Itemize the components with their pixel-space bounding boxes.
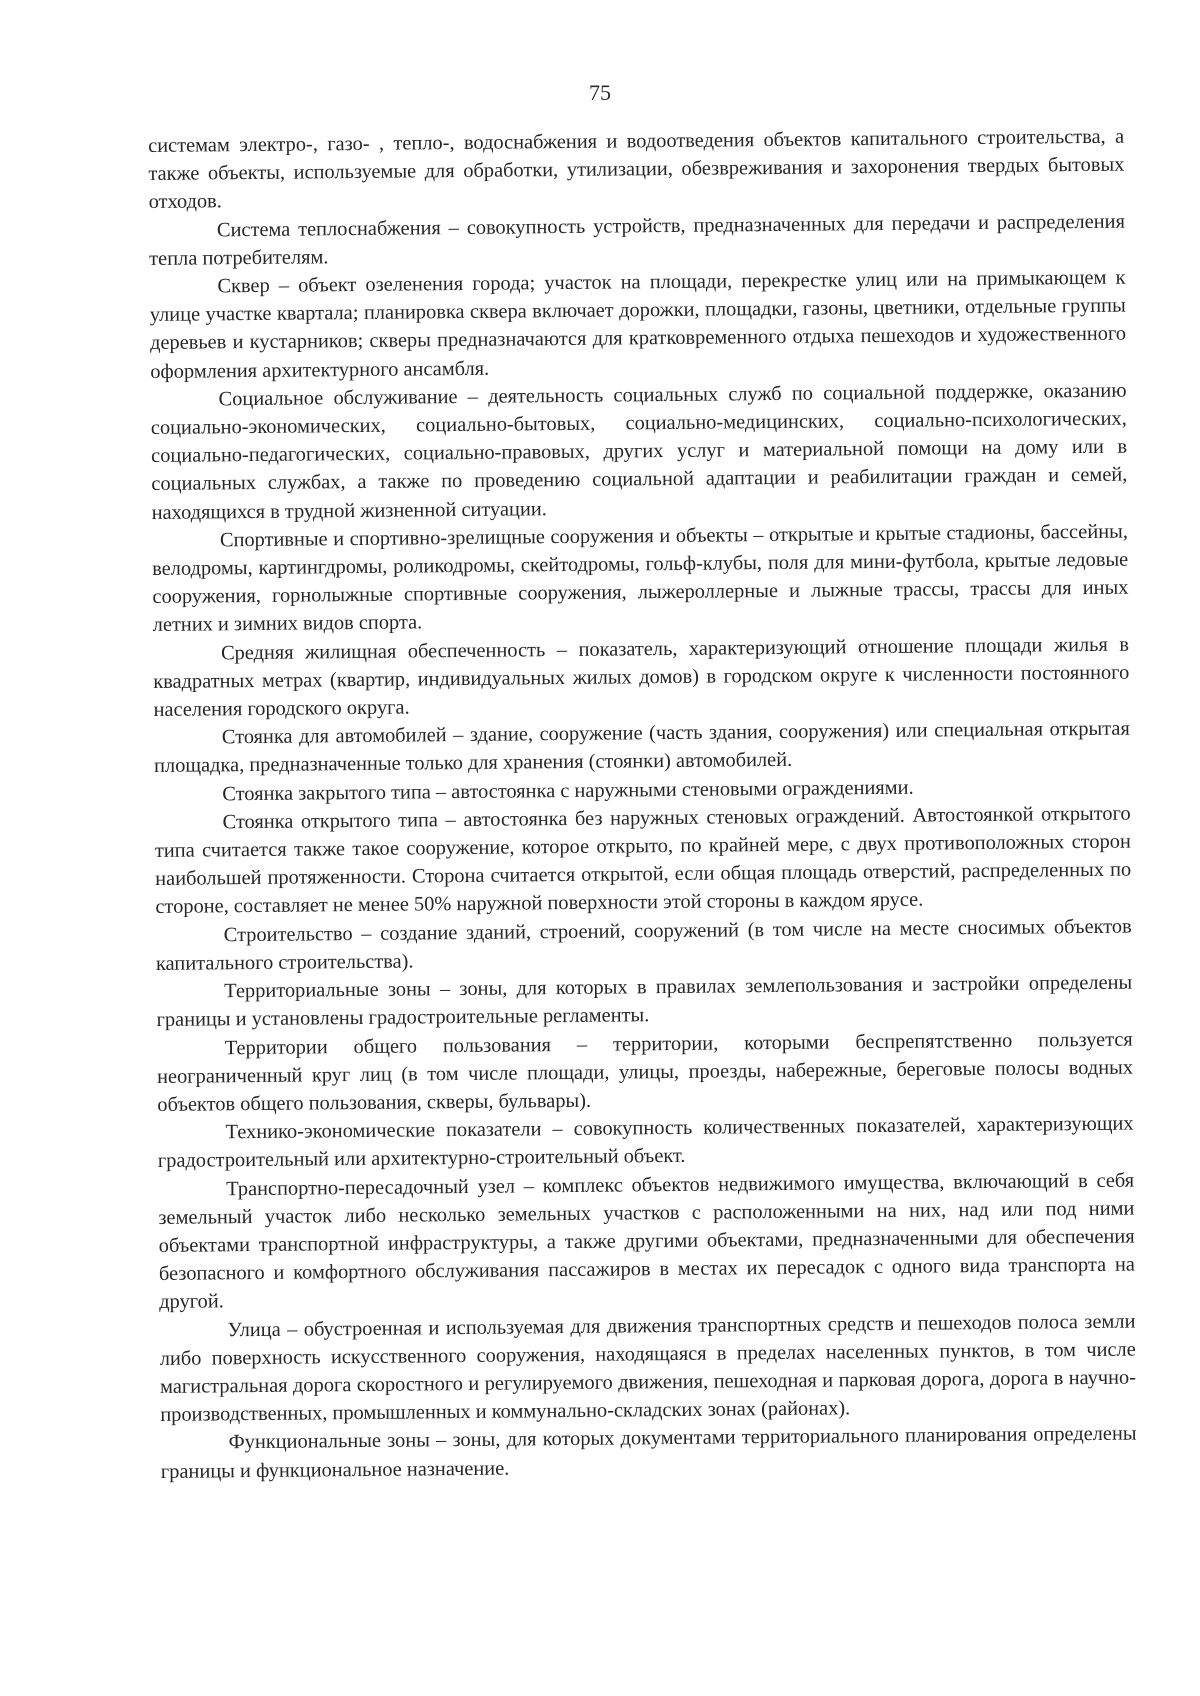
paragraph-technical-indicators: Технико-экономические показатели – совокупность количественных показателей, характеризующих градостроительный или архитектурно-строительный объект. [157, 1112, 1134, 1173]
document-body [148, 123, 1137, 1486]
paragraph-sports-facilities: Спортивные и спортивно-зрелищные сооружения и объекты – открытые и крытые стадионы, бассейны, велодромы, картингдромы, роликодромы, скейтодромы, гольф-клубы, поля для мини-футбола, крытые ледовые сооружения, горнолыжные спортивные сооружения, лыжероллерные и лыжные трассы, трассы для иных летних и зимних видов спорта. [152, 520, 1129, 637]
paragraph-functional-zones: Функциональные зоны – зоны, для которых документами территориального планирования определены границы и функциональное назначение. [160, 1422, 1137, 1483]
paragraph-car-parking: Стоянка для автомобилей – здание, сооружение (часть здания, сооружения) или специальная открытая площадка, предназначенные только для хранения (стоянки) автомобилей. [153, 717, 1130, 778]
paragraph-social-service: Социальное обслуживание – деятельность социальных служб по социальной поддержке, оказанию социально-экономических, социально-бытовых, социально-медицинских, социально-психологических, социально-педагогических, социально-правовых, других услуг и материальной помощи на дому или в социальных службах, а также по проведению социальной адаптации и реабилитации граждан и семей, находящихся в трудной жизненной ситуации. [150, 379, 1128, 524]
paragraph-transport-hub: Транспортно-пересадочный узел – комплекс объектов недвижимого имущества, включающий в себя земельный участок либо несколько земельных участков с расположенными на них, над или под ними объектами транспортной инфраструктуры, а также другими объектами, предназначенными для обеспечения безопасного и комфортного обслуживания пассажиров в местах их пересадок с одного вида транспорта на другой. [158, 1169, 1136, 1314]
paragraph-street: Улица – обустроенная и используемая для движения транспортных средств и пешеходов полоса земли либо поверхность искусственного сооружения, находящаяся в пределах населенных пунктов, в том числе магистральная дорога скоростного и регулируемого движения, пешеходная и парковая дорога, дорога в научно-производственных, промышленных и коммунально-складских зонах (районах). [159, 1310, 1137, 1427]
paragraph-continuation: системам электро-, газо- , тепло-, водоснабжения и водоотведения объектов капитального строительства, а также объекты, используемые для обработки, утилизации, обезвреживания и захоронения твердых бытовых отходов. [148, 125, 1125, 214]
paragraph-open-parking: Стоянка открытого типа – автостоянка без наружных стеновых ограждений. Автостоянкой открытого типа считается также такое сооружение, которое открыто, по крайней мере, с двух противоположных сторон наибольшей протяженности. Сторона считается открытой, если общая площадь отверстий, распределенных по стороне, составляет не менее 50% наружной поверхности этой стороны в каждом ярусе. [154, 802, 1132, 919]
paragraph-closed-parking: Стоянка закрытого типа – автостоянка с наружными стеновыми ограждениями. [222, 776, 914, 805]
paragraph-public-territories: Территории общего пользования – территории, которыми беспрепятственно пользуется неограниченный круг лиц (в том числе площади, улицы, проезды, набережные, береговые полосы водных объектов общего пользования, скверы, бульвары). [156, 1028, 1134, 1116]
paragraph-housing-provision: Средняя жилищная обеспеченность – показатель, характеризующий отношение площади жилья в квадратных метрах (квартир, индивидуальных жилых домов) в городском округе к численности постоянного населения городского округа. [153, 633, 1130, 722]
paragraph-heat-supply-system: Система теплоснабжения – совокупность устройств, предназначенных для передачи и распределения тепла потребителям. [149, 210, 1126, 270]
paragraph-construction: Строительство – создание зданий, строений, сооружений (в том числе на месте сносимых объектов капитального строительства). [155, 915, 1132, 975]
paragraph-territorial-zones: Территориальные зоны – зоны, для которых в правилах землепользования и застройки определены границы и установлены градостроительные регламенты. [156, 971, 1133, 1032]
paragraph-square: Сквер – объект озеленения города; участок на площади, перекрестке улиц или на примыкающем к улице участке квартала; планировка сквера включает дорожки, площадки, газоны, цветники, отдельные группы деревьев и кустарников; скверы предназначаются для кратковременного отдыха пешеходов и художественного оформления архитектурного ансамбля. [149, 266, 1127, 383]
page-number: 75 [589, 80, 611, 105]
